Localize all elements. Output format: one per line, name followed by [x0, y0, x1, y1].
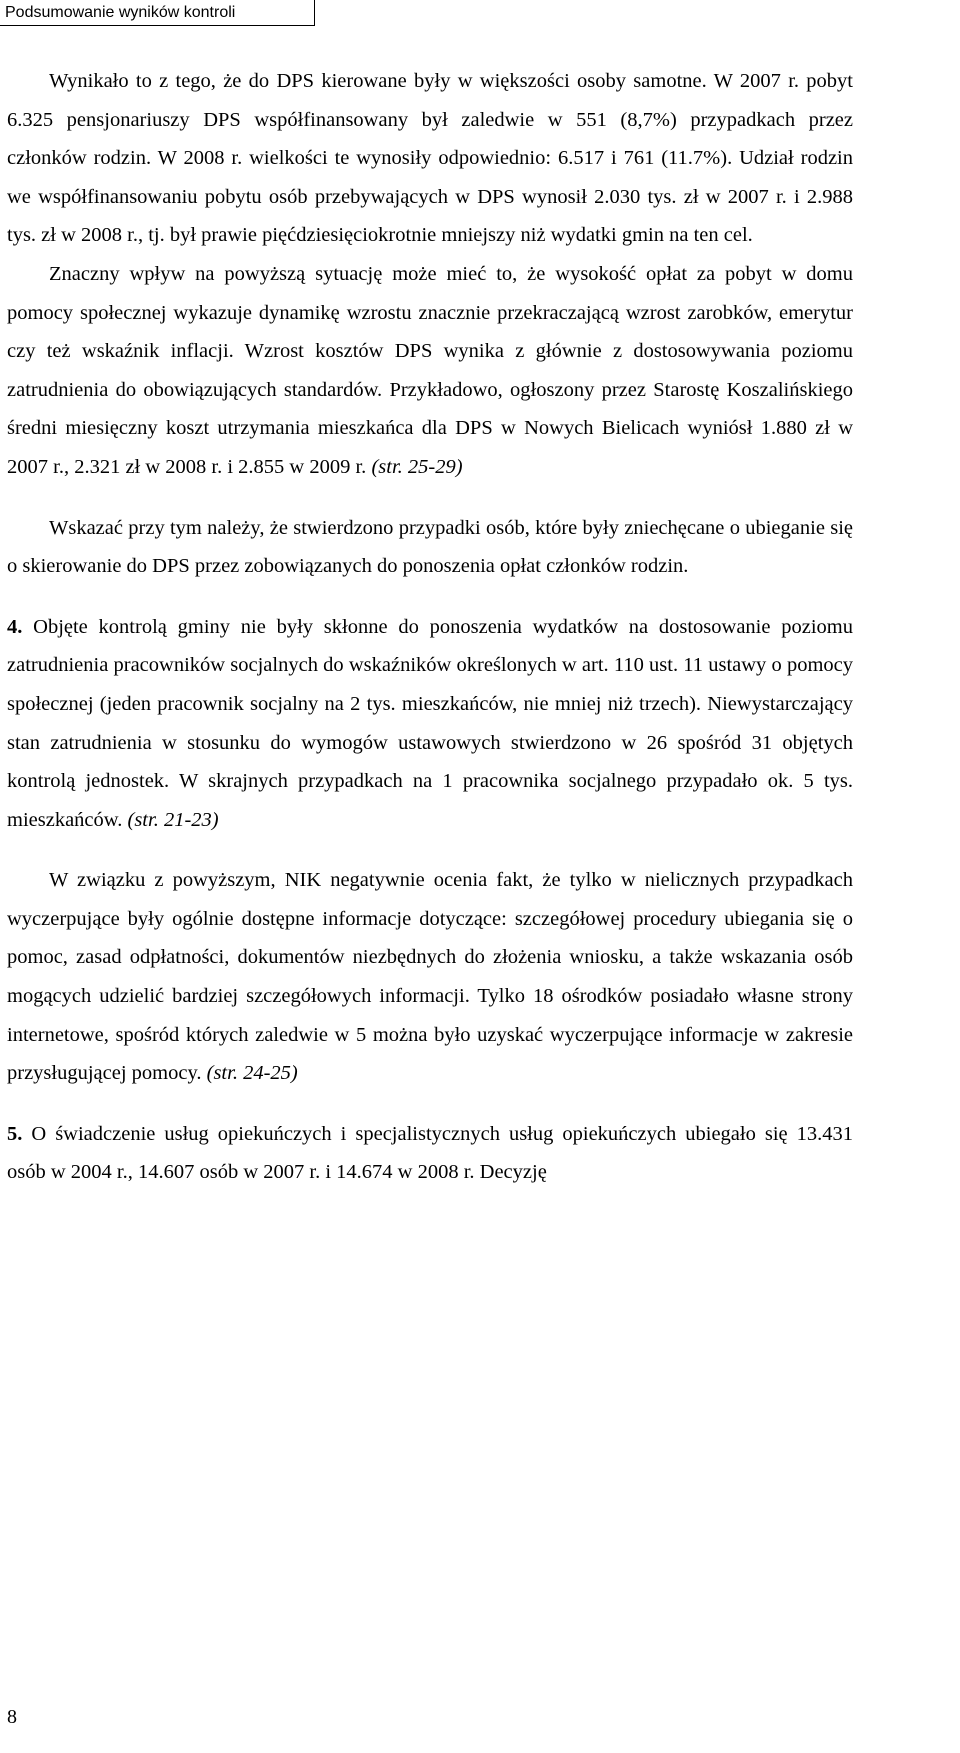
page-number: 8 — [7, 1706, 17, 1728]
paragraph-5-text: W związku z powyższym, NIK negatywnie ocenia fakt, że tylko w nielicznych przypadkach wyczerpujące były ogólnie dostępne informacje dotyczące: szczegółowej procedury ubiegania się o pomoc, zasad odpłatności, dokumentów niezbędnych do złożenia wniosku, a także wskazania osób mogących udzielić bardziej szczegółowych informacji. Tylko 18 ośrodków posiadało własne strony internetowe, spośród których zaledwie w 5 można było uzyskać wyczerpujące informacje w zakresie przysługującej pomocy. — [7, 869, 853, 1085]
paragraph-2 — [7, 255, 853, 487]
paragraph-1 — [7, 62, 853, 255]
paragraph-5-citation: (str. 24-25) — [206, 1062, 298, 1085]
paragraph-6 — [7, 1115, 853, 1192]
document-body — [7, 62, 853, 1192]
paragraph-3 — [7, 509, 853, 586]
paragraph-4-text: Objęte kontrolą gminy nie były skłonne do ponoszenia wydatków na dostosowanie poziomu zatrudnienia pracowników socjalnych do wskaźników określonych w art. 110 ust. 11 ustawy o pomocy społecznej (jeden pracownik socjalny na 2 tys. mieszkańców, nie mniej niż trzech). Niewystarczający stan zatrudnienia w stosunku do wymogów ustawowych stwierdzono w 26 spośród 31 objętych kontrolą jednostek. W skrajnych przypadkach na 1 pracownika socjalnego przypadało ok. 5 tys. mieszkańców. — [7, 615, 853, 831]
paragraph-1-text: Wynikało to z tego, że do DPS kierowane były w większości osoby samotne. W 2007 r. pobyt 6.325 pensjonariuszy DPS współfinansowany był zaledwie w 551 (8,7%) przypadkach przez członków rodzin. W 2008 r. wielkości te wynosiły odpowiednio: 6.517 i 761 (11.7%). Udział rodzin we współfinansowaniu pobytu osób przebywających w DPS wynosił 2.030 tys. zł w 2007 r. i 2.988 tys. zł w 2008 r., tj. był prawie pięćdziesięciokrotnie mniejszy niż wydatki gmin na ten cel. — [7, 70, 853, 247]
running-header — [0, 0, 315, 26]
paragraph-3-text: Wskazać przy tym należy, że stwierdzono przypadki osób, które były zniechęcane o ubieganie się o skierowanie do DPS przez zobowiązanych do ponoszenia opłat członków rodzin. — [7, 516, 853, 578]
paragraph-4-citation: (str. 21-23) — [127, 808, 219, 831]
paragraph-6-number: 5. — [7, 1122, 23, 1145]
paragraph-4-number: 4. — [7, 615, 23, 638]
paragraph-2-citation: (str. 25-29) — [371, 455, 463, 478]
paragraph-5 — [7, 861, 853, 1093]
running-header-title: Podsumowanie wyników kontroli — [5, 4, 236, 21]
paragraph-6-text: O świadczenie usług opiekuńczych i specjalistycznych usług opiekuńczych ubiegało się 13.431 osób w 2004 r., 14.607 osób w 2007 r. i 14.674 w 2008 r. Decyzję — [7, 1122, 853, 1184]
paragraph-2-text: Znaczny wpływ na powyższą sytuację może mieć to, że wysokość opłat za pobyt w domu pomocy społecznej wykazuje dynamikę wzrostu znacznie przekraczającą wzrost zarobków, emerytur czy też wskaźnik inflacji. Wzrost kosztów DPS wynika z głównie z dostosowywania poziomu zatrudnienia do obowiązujących standardów. Przykładowo, ogłoszony przez Starostę Koszalińskiego średni miesięczny koszt utrzymania mieszkańca dla DPS w Nowych Bielicach wyniósł 1.880 zł w 2007 r., 2.321 zł w 2008 r. i 2.855 w 2009 r. — [7, 262, 853, 478]
paragraph-4 — [7, 608, 853, 840]
